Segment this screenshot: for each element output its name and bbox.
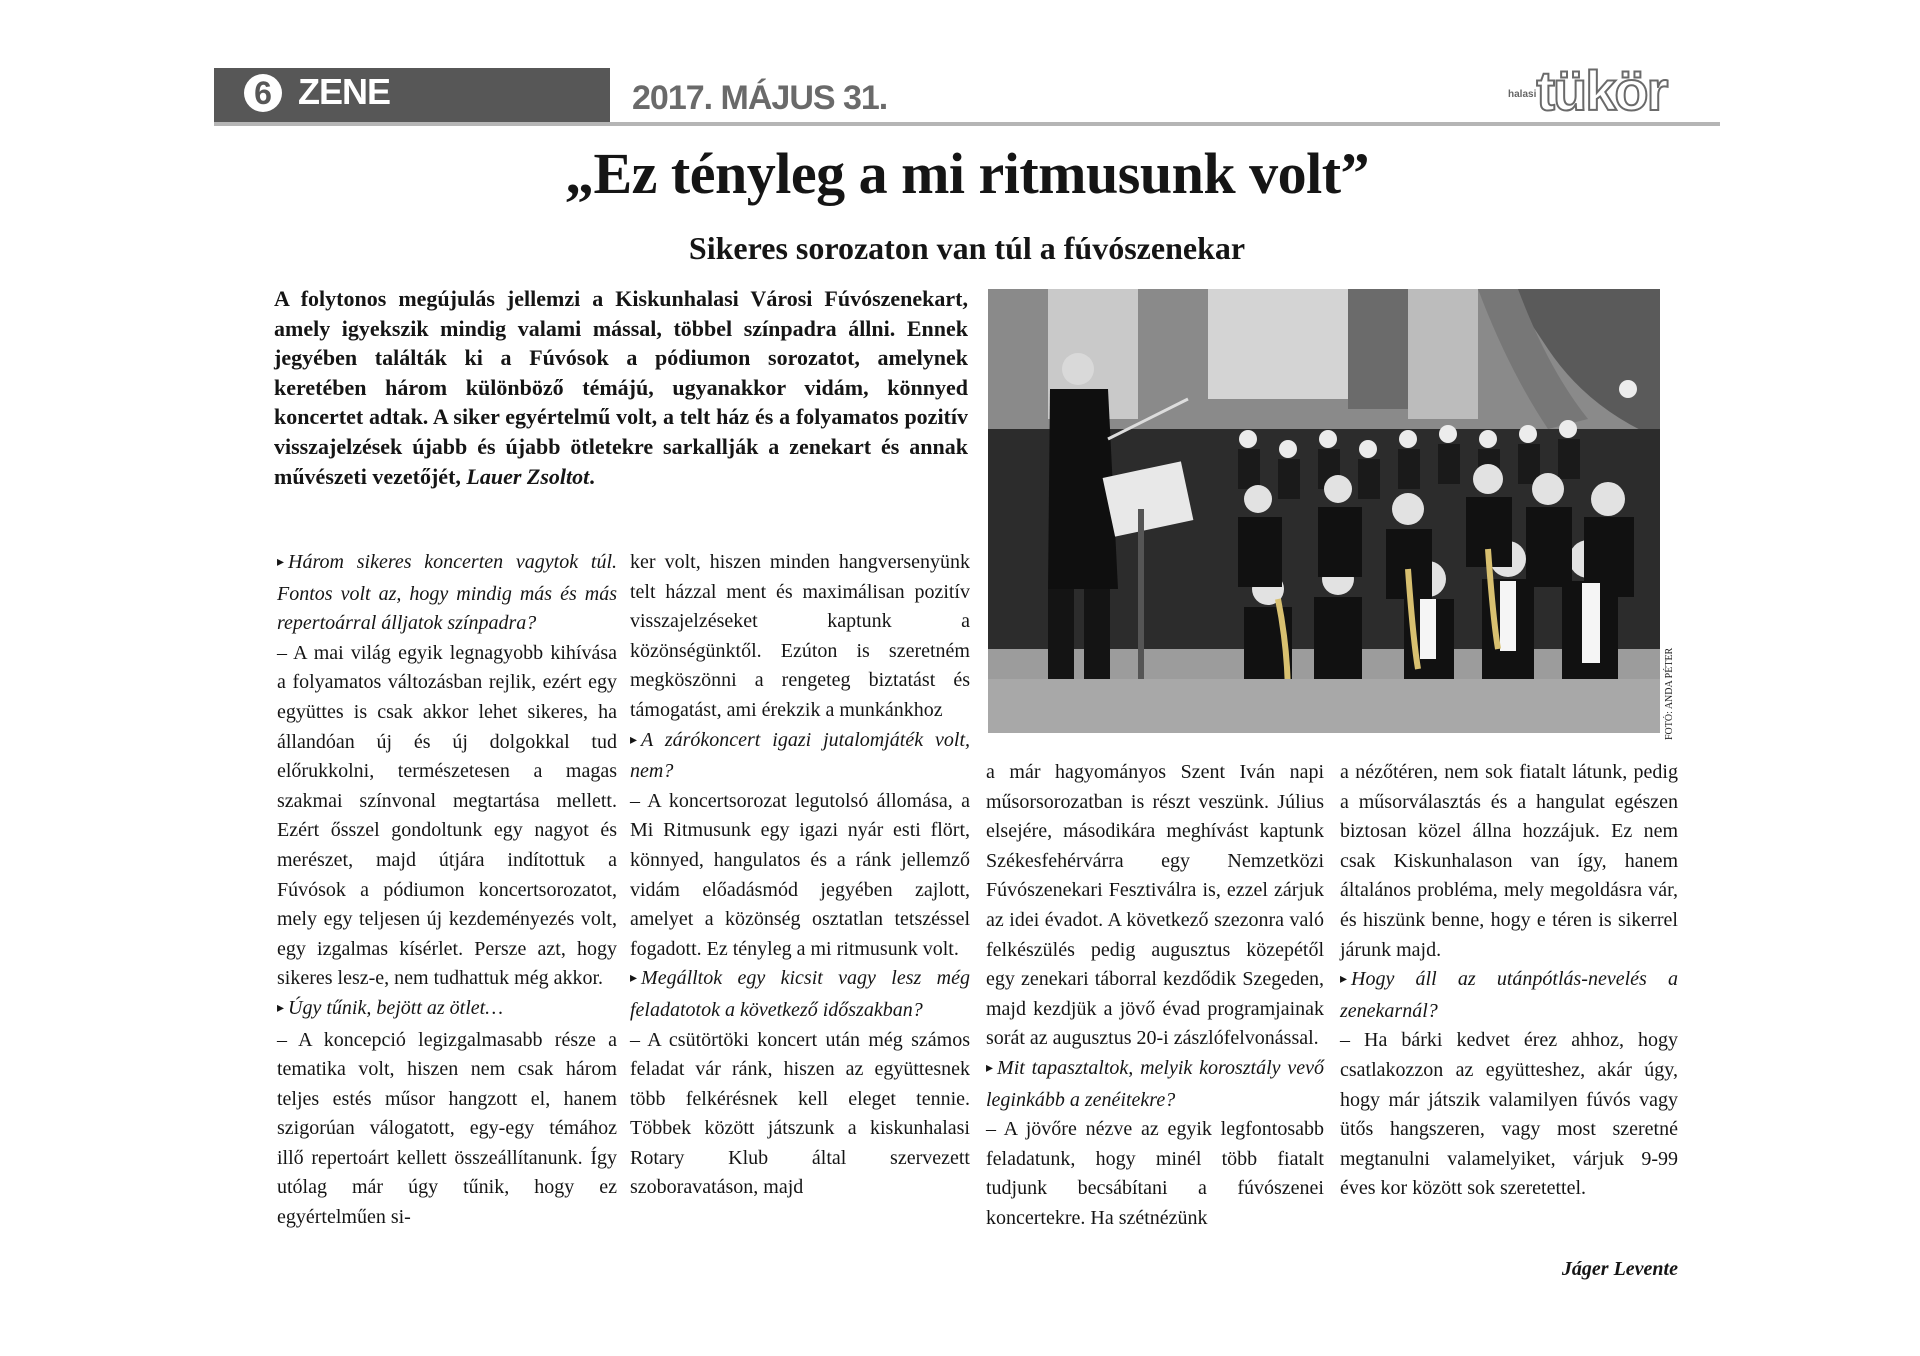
article-subheadline: Sikeres sorozaton van túl a fúvószenekar — [688, 230, 1246, 266]
question-4 — [630, 964, 970, 1025]
answer-5-part-1: – A jövőre nézve az egyik legfontosabb feladatunk, hogy minél több fiatalt tudjunk becsábítani a fúvószenei koncertekre. Ha szétnézünk — [986, 1118, 1324, 1229]
answer-3: – A koncertsorozat legutolsó állomása, a Mi Ritmusunk egy igazi nyár esti flört, könnyed, hangulatos és a ránk jellemző vidám előadásmód jegyében zajlott, amelyet a közönség osztatlan tetszéssel fogadott. Ez tényleg a mi ritmusunk volt. — [630, 789, 970, 960]
section-label: ZENE — [298, 71, 391, 112]
issue-date: 2017. MÁJUS 31. — [632, 79, 888, 117]
article-headline: „Ez tényleg a mi ritmusunk volt” — [564, 141, 1370, 206]
answer-5-part-2: a nézőtéren, nem sok fiatalt látunk, pedig a műsorválasztás és a hangulat egészen biztosan közel állna hozzájuk. Ez nem csak Kiskunhalason van így, hanem általános probléma, mely megoldásra vár, és hiszünk benne, hogy e téren is sikerrel járunk majd. — [1340, 761, 1678, 961]
question-text: A zárókoncert igazi jutalomjáték volt, nem? — [630, 728, 970, 783]
byline: Jáger Levente — [1561, 1258, 1678, 1280]
question-3 — [630, 726, 970, 787]
arrow-icon: ▸ — [986, 1060, 994, 1076]
answer-1: – A mai világ egyik legnagyobb kihívása a folyamatos változásban rejlik, ezért egy együttes is csak akkor lehet sikeres, ha állandóan új és új dolgokkal tud előrukkolni, természetesen a magas szakmai színvonal megtartása mellett. Ezért ősszel gondoltunk egy nagyot és merészet, majd útjára indítottuk a Fúvósok a pódiumon koncertsorozatot, mely egy teljesen új kezdeményezés volt, egy izgalmas kísérlet. Persze azt, hogy sikeres lesz-e, nem tudhattuk még akkor. — [277, 641, 617, 990]
question-text: Három sikeres koncerten vagytok túl. Fontos volt az, hogy mindig más és más repertoárral álljatok színpadra? — [277, 551, 617, 635]
header-rule — [214, 122, 1720, 126]
lead-end: . — [589, 463, 595, 489]
column-4 — [1340, 758, 1678, 1204]
photo-credit: FOTÓ: ANDA PÉTER — [1664, 647, 1675, 740]
logo-text: tükör — [1536, 59, 1667, 122]
answer-4-part-2: a már hagyományos Szent Iván napi műsorsorozatban is részt veszünk. Július elsejére, másodikára meghívást kaptunk Székesfehérvárra egy Nemzetközi Fúvószenekari Fesztiválra is, ezzel zárjuk az idei évadot. A következő szezonra való felkészülés pedig augusztus közepétől egy zenekari táborral kezdődik Szegeden, majd kezdjük a jövő évad programjainak sorát az augusztus 20-i zászlófelvonással. — [986, 761, 1324, 1050]
answer-2-part-2: ker volt, hiszen minden hangversenyünk telt házzal ment és maximálisan pozitív visszajelzéseket kaptunk a közönségünktől. Ezúton is szeretném megköszönni a rengeteg biztatást és támogatást, ami érekzik a munkánkhoz — [630, 551, 970, 721]
column-3 — [986, 758, 1324, 1234]
question-text: Úgy tűnik, bejött az ötlet… — [288, 996, 504, 1019]
question-1 — [277, 548, 617, 639]
arrow-icon: ▸ — [630, 971, 638, 987]
question-text: Megálltok egy kicsit vagy lesz még feladatotok a következő időszakban? — [630, 967, 970, 1021]
arrow-icon: ▸ — [277, 1000, 285, 1016]
question-text: Mit tapasztaltok, melyik korosztály vevő leginkább a zenéitekre? — [986, 1056, 1324, 1111]
question-2 — [277, 994, 617, 1026]
question-5 — [986, 1054, 1324, 1115]
lead-name: Lauer Zsoltot — [466, 463, 590, 489]
answer-6: – Ha bárki kedvet érez ahhoz, hogy csatlakozzon az együtteshez, akár úgy, hogy már játszik valamilyen fúvós vagy ütős hangszeren, vagy most szeretné megtanulni valamelyiket, várjuk 9-99 éves kor között sok szeretettel. — [1340, 1029, 1678, 1200]
arrow-icon: ▸ — [630, 732, 638, 748]
page-number: 6 — [244, 74, 282, 112]
arrow-icon: ▸ — [277, 555, 285, 570]
answer-2-part-1: – A koncepció legizgalmasabb része a tematika volt, hiszen nem csak három teljes estés műsor hangzott el, hanem szigorúan válogatott, egy-egy témához illő repertoárt kellett összeállítanunk. Így utólag már úgy tűnik, hogy ez egyértelműen si- — [277, 1028, 617, 1229]
masthead-logo — [1508, 59, 1667, 124]
column-1 — [277, 548, 617, 1233]
lead-text: A folytonos megújulás jellemzi a Kiskunhalasi Városi Fúvószenekart, amely igyekszik mindig valami mással, többel színpadra állni. Ennek jegyében találták ki a Fúvósok a pódiumon sorozatot, amelynek keretében három különböző témájú, ugyanakkor vidám, könnyed koncertet adtak. A siker egyértelmű volt, a telt ház és a folyamatos pozitív visszajelzések újabb és újabb ötletekre sarkallják a zenekart és annak művészeti vezetőjét, — [274, 286, 968, 489]
answer-4-part-1: – A csütörtöki koncert után még számos feladat vár ránk, hiszen az együttesnek több felkérésnek kell eleget tennie. Többek között játszunk a kiskunhalasi Rotary Klub által szervezett szoboravatáson, majd — [630, 1028, 970, 1199]
concert-photo — [988, 289, 1660, 733]
arrow-icon: ▸ — [1340, 972, 1348, 988]
question-text: Hogy áll az utánpótlás-nevelés a zenekarnál? — [1340, 968, 1678, 1022]
concert-photo-image — [988, 289, 1660, 733]
lead-paragraph — [274, 284, 968, 491]
question-6 — [1340, 965, 1678, 1026]
logo-prefix: halasi — [1508, 89, 1537, 101]
column-2 — [630, 548, 970, 1203]
